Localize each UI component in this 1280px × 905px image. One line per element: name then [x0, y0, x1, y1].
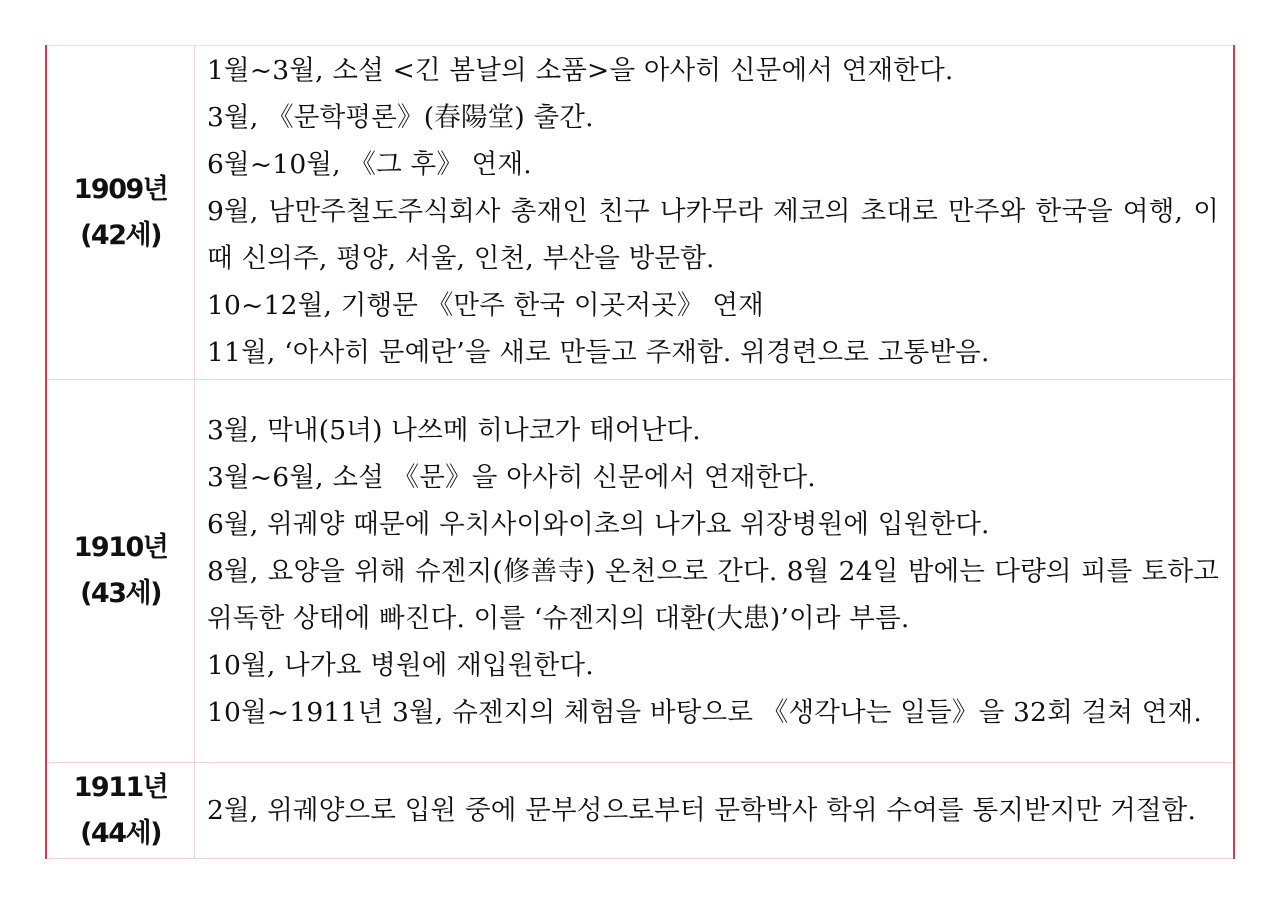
chronology-table [45, 45, 1235, 859]
table-row [46, 380, 1234, 763]
event-entry: 3월, 막내(5녀) 나쓰메 히나코가 태어난다. [207, 414, 701, 446]
events-cell [195, 380, 1235, 763]
table-row [46, 46, 1234, 380]
year-label: 1911년 [73, 771, 168, 803]
event-entry: 10월, 나가요 병원에 재입원한다. [207, 649, 594, 681]
event-entry: 6월, 위궤양 때문에 우치사이와이초의 나가요 위장병원에 입원한다. [207, 508, 990, 540]
event-entry: 2월, 위궤양으로 입원 중에 문부성으로부터 문학박사 학위 수여를 통지받지만 거절함. [207, 795, 1197, 826]
year-cell [46, 46, 195, 380]
event-entry: 10월~1911년 3월, 슈젠지의 체험을 바탕으로 《생각나는 일들》을 32회 걸쳐 연재. [207, 696, 1202, 728]
event-entry: 6월~10월, 《그 후》 연재. [207, 149, 532, 180]
event-entry: 3월~6월, 소설 《문》을 아사히 신문에서 연재한다. [207, 461, 816, 493]
table-row [46, 763, 1234, 859]
age-label: (43세) [80, 578, 161, 609]
year-label: 1910년 [73, 532, 168, 563]
event-entry: 1월~3월, 소설 <긴 봄날의 소품>을 아사히 신문에서 연재한다. [207, 55, 954, 86]
year-cell [46, 380, 195, 763]
event-entry: 9월, 남만주철도주식회사 총재인 친구 나카무라 제코의 초대로 만주와 한국을 여행, 이때 신의주, 평양, 서울, 인천, 부산을 방문함. [207, 196, 1219, 274]
age-label: (42세) [80, 219, 161, 251]
year-cell [46, 763, 195, 859]
events-cell [195, 763, 1235, 859]
event-entry: 8월, 요양을 위해 슈젠지(修善寺) 온천으로 간다. 8월 24일 밤에는 다량의 피를 토하고 위독한 상태에 빠진다. 이를 ‘슈젠지의 대환(大患)’이라 부름. [207, 555, 1219, 634]
events-cell [195, 46, 1235, 380]
event-entry: 3월, 《문학평론》(春陽堂) 출간. [207, 102, 594, 133]
event-entry: 11월, ‘아사히 문예란’을 새로 만들고 주재함. 위경련으로 고통받음. [207, 337, 990, 368]
year-label: 1909년 [73, 173, 168, 205]
age-label: (44세) [80, 817, 161, 849]
event-entry: 10~12월, 기행문 《만주 한국 이곳저곳》 연재 [207, 290, 764, 321]
